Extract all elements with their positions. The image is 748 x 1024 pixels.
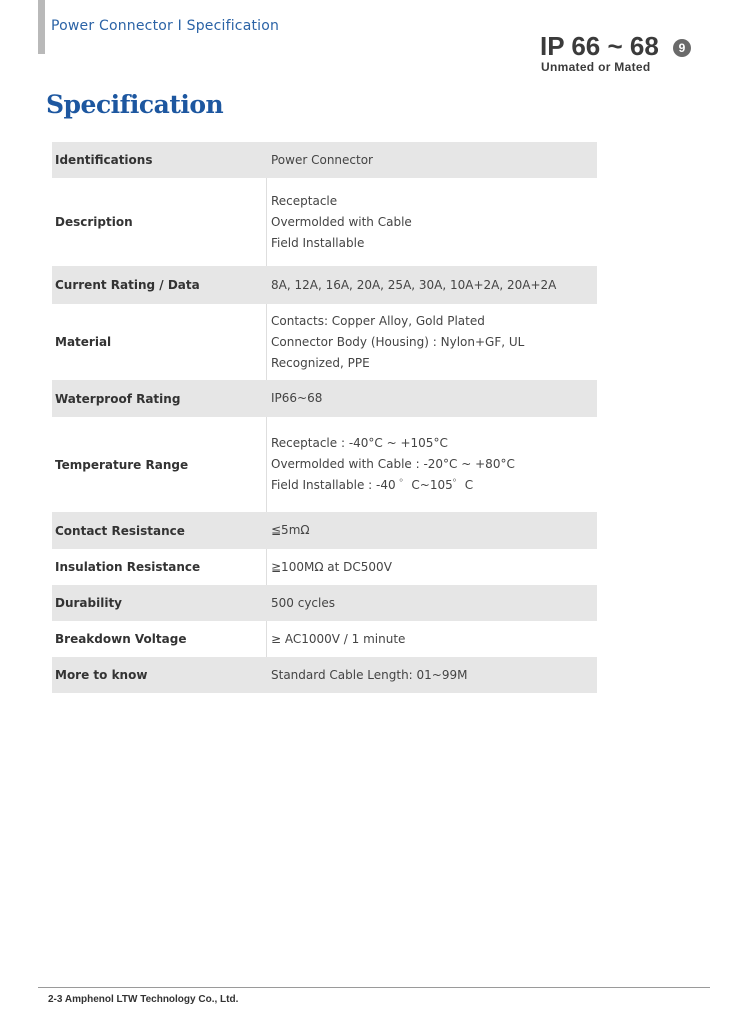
spec-row-description	[52, 178, 597, 266]
spec-value-cell	[267, 657, 598, 693]
ip-rating-title: IP 66 ~ 68	[540, 31, 659, 61]
spec-value: IP66~68	[271, 391, 323, 405]
spec-label: Insulation Resistance	[55, 560, 201, 574]
page-heading: Specification	[46, 90, 224, 119]
spec-row-material	[52, 304, 597, 380]
footer-divider	[38, 987, 710, 988]
spec-value: Contacts: Copper Alloy, Gold Plated	[271, 313, 485, 328]
spec-value: Field Installable : -40 ゜C~105゜C	[271, 478, 474, 492]
spec-value: Receptacle : -40°C ~ +105°C	[271, 436, 448, 450]
spec-label: More to know	[52, 657, 267, 693]
spec-value-cell	[267, 549, 598, 585]
spec-value-cell	[267, 142, 598, 178]
spec-value: Overmolded with Cable : -20°C ~ +80°C	[271, 457, 515, 471]
ip-rating-badge: 9	[673, 39, 691, 57]
spec-row-insulation-resistance	[52, 549, 597, 585]
spec-value: ≥ AC1000V / 1 minute	[271, 631, 406, 646]
spec-row-identifications	[52, 142, 597, 178]
spec-value: ≦5mΩ	[271, 523, 310, 537]
spec-table	[52, 142, 597, 693]
spec-value-cell	[267, 585, 598, 621]
spec-value-cell	[267, 621, 598, 657]
spec-value: ≧100MΩ at DC500V	[271, 559, 392, 574]
spec-label: Current Rating / Data	[52, 266, 267, 304]
spec-row-contact-resistance	[52, 512, 597, 549]
spec-label: Temperature Range	[55, 457, 189, 472]
spec-label: Identifications	[52, 142, 267, 178]
spec-value: Power Connector	[271, 152, 373, 167]
spec-value: Field Installable	[271, 235, 365, 250]
spec-value-cell	[267, 512, 598, 549]
spec-label: Material	[55, 335, 112, 349]
spec-row-breakdown-voltage	[52, 621, 597, 657]
spec-value: Overmolded with Cable	[271, 214, 412, 229]
header-title: Power Connector I Specification	[51, 18, 280, 34]
spec-value-cell	[267, 266, 598, 304]
header-accent-bar	[38, 0, 45, 54]
spec-row-current-rating	[52, 266, 597, 304]
spec-value: Receptacle	[271, 193, 338, 208]
spec-value: Standard Cable Length: 01~99M	[271, 667, 468, 682]
spec-value: Connector Body (Housing) : Nylon+GF, UL	[271, 334, 525, 349]
spec-row-more-to-know	[52, 657, 597, 693]
spec-label: Breakdown Voltage	[55, 632, 187, 646]
footer-text: 2-3 Amphenol LTW Technology Co., Ltd.	[48, 994, 239, 1005]
spec-value-cell	[267, 417, 598, 512]
spec-value-cell	[267, 304, 598, 380]
spec-value-cell	[267, 178, 598, 266]
spec-label: Durability	[52, 585, 267, 621]
spec-row-temperature-range	[52, 417, 597, 512]
spec-label: Description	[55, 215, 133, 229]
spec-value: Recognized, PPE	[271, 355, 370, 370]
spec-label: Waterproof Rating	[52, 380, 267, 417]
spec-value: 8A, 12A, 16A, 20A, 25A, 30A, 10A+2A, 20A+2A	[271, 277, 557, 292]
spec-label: Contact Resistance	[52, 512, 267, 549]
spec-row-waterproof-rating	[52, 380, 597, 417]
spec-value: 500 cycles	[271, 595, 335, 610]
spec-row-durability	[52, 585, 597, 621]
ip-rating-subtitle: Unmated or Mated	[541, 60, 651, 74]
spec-value-cell	[267, 380, 598, 417]
